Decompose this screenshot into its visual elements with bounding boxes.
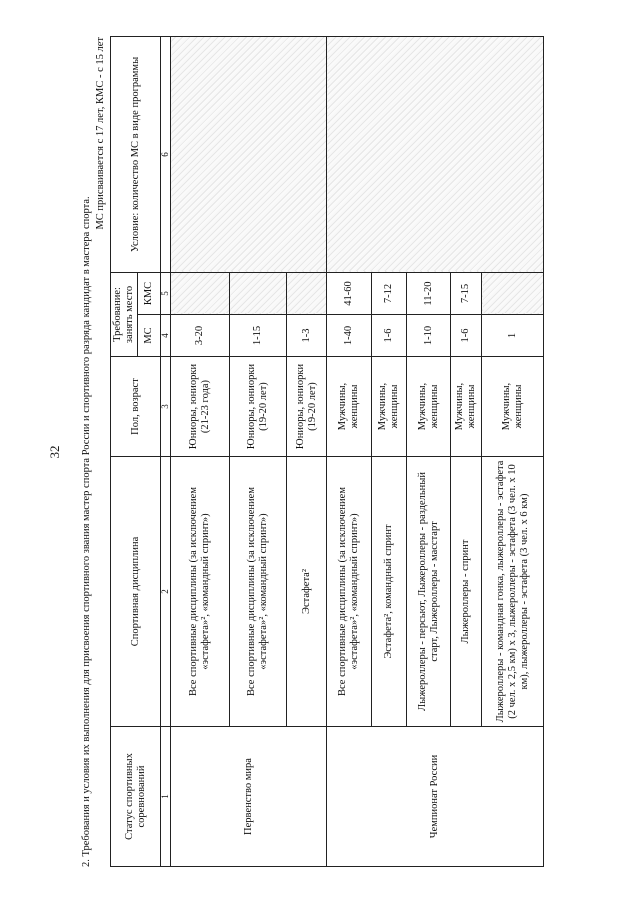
gender-age-cell: Мужчины, женщины [482, 357, 544, 457]
header-gender-age: Пол, возраст [111, 357, 161, 457]
discipline-cell: Все спортивные дисциплины (за исключением «эстафета»², «командный спринт») [327, 457, 372, 727]
table-caption: 2. Требования и условия их выполнения для присвоения спортивного звания мастер спорта России и спортивного разряда кандидат в мастера спорта. [81, 196, 92, 867]
gender-age-cell: Мужчины, женщины [327, 357, 372, 457]
gender-age-cell: Юниоры, юниорки (19-20 лет) [230, 357, 287, 457]
rotated-page-content [80, 37, 545, 867]
header-requirement: Требование: занять место [111, 273, 138, 357]
status-cell: Первенство мира [171, 727, 327, 867]
column-number: 5 [161, 273, 171, 315]
ms-cell: 1 [482, 315, 544, 357]
column-number: 6 [161, 37, 171, 273]
status-cell: Чемпионат России [327, 727, 544, 867]
ms-cell: 1-40 [327, 315, 372, 357]
condition-cell [171, 37, 327, 273]
column-number: 3 [161, 357, 171, 457]
kms-cell: 7-15 [451, 273, 482, 315]
ms-cell: 1-3 [287, 315, 327, 357]
discipline-cell: Эстафета² [287, 457, 327, 727]
ms-cell: 1-6 [451, 315, 482, 357]
kms-cell: 7-12 [372, 273, 407, 315]
gender-age-cell: Мужчины, женщины [451, 357, 482, 457]
kms-cell: 11-20 [407, 273, 451, 315]
page-number: 32 [47, 445, 62, 459]
kms-cell: 41-60 [327, 273, 372, 315]
ms-cell: 3-20 [171, 315, 230, 357]
gender-age-cell: Мужчины, женщины [407, 357, 451, 457]
gender-age-cell: Юниоры, юниорки (19-20 лет) [287, 357, 327, 457]
kms-cell [482, 273, 544, 315]
condition-cell [327, 37, 544, 273]
kms-cell [171, 273, 230, 315]
column-number: 2 [161, 457, 171, 727]
gender-age-cell: Юниоры, юниорки (21-23 года) [171, 357, 230, 457]
age-note: МС присваивается с 17 лет, КМС - с 15 лет [95, 37, 106, 230]
discipline-cell: Лыжероллеры - персьют, Лыжероллеры - раздельный старт, Лыжероллеры - масстарт [407, 457, 451, 727]
discipline-cell: Лыжероллеры - спринт [451, 457, 482, 727]
discipline-cell: Лыжероллеры - командная гонка, лыжероллеры - эстафета (2 чел. х 2,5 км) х 3, лыжероллеры - эстафета (3 чел. х 10 км), лыжероллеры - эстафета (3 чел. х 6 км) [482, 457, 544, 727]
header-discipline: Спортивная дисциплина [111, 457, 161, 727]
ms-cell: 1-15 [230, 315, 287, 357]
table-row [171, 37, 230, 867]
kms-cell [230, 273, 287, 315]
header-status: Статус спортивных соревнований [111, 727, 161, 867]
header-kms: КМС [138, 273, 161, 315]
kms-cell [287, 273, 327, 315]
ms-cell: 1-6 [372, 315, 407, 357]
discipline-cell: Все спортивные дисциплины (за исключением «эстафета»², «командный спринт») [171, 457, 230, 727]
column-number: 1 [161, 727, 171, 867]
header-condition: Условие: количество МС в виде программы [111, 37, 161, 273]
ms-cell: 1-10 [407, 315, 451, 357]
discipline-cell: Все спортивные дисциплины (за исключением «эстафета»², «командный спринт») [230, 457, 287, 727]
gender-age-cell: Мужчины, женщины [372, 357, 407, 457]
requirements-table [110, 36, 544, 867]
column-number: 4 [161, 315, 171, 357]
discipline-cell: Эстафета², командный спринт [372, 457, 407, 727]
table-row [327, 37, 372, 867]
header-ms: МС [138, 315, 161, 357]
